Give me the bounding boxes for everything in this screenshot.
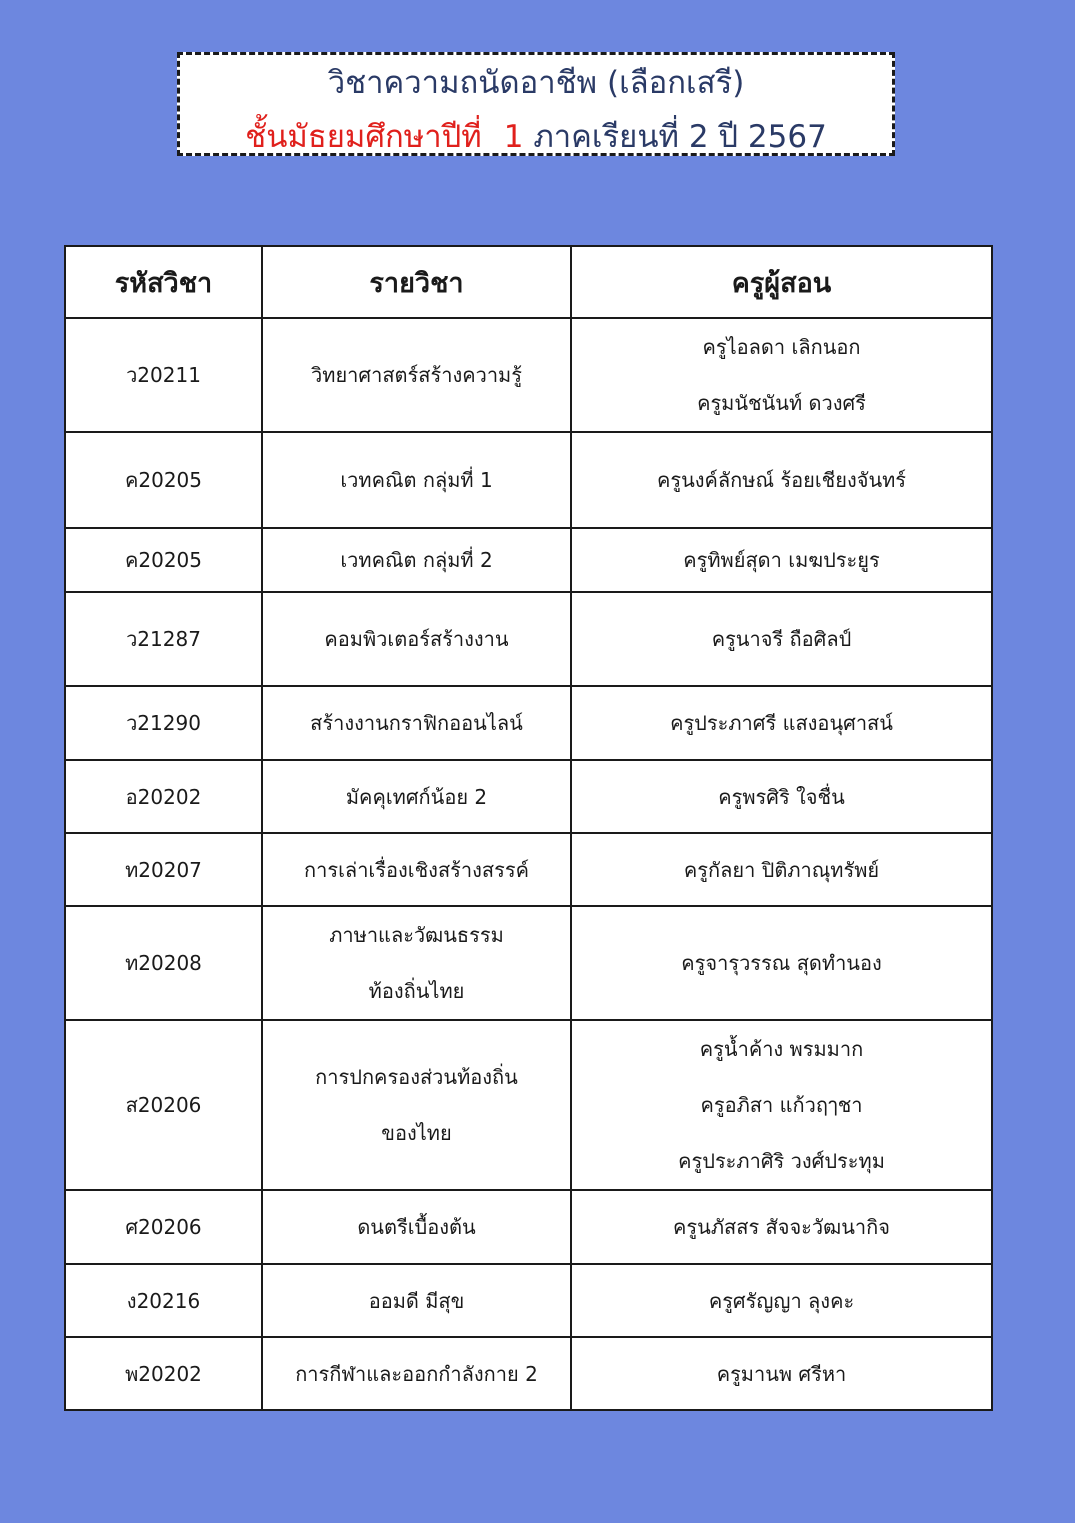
course-code: ท20208 [65,906,262,1020]
course-name [262,906,571,1020]
table-header-row [65,246,992,318]
table-body [65,318,992,1410]
course-name-line: ของไทย [381,1121,452,1145]
teacher-name: ครูอภิสา แก้วฤๅชา [700,1093,863,1117]
course-code: อ20202 [65,760,262,833]
teacher-name: ครูนงค์ลักษณ์ ร้อยเชียงจันทร์ [656,468,907,492]
course-name [262,760,571,833]
teacher-name: ครูมนัชนันท์ ดวงศรี [697,391,866,415]
course-name [262,432,571,528]
course-name-line: วิทยาศาสตร์สร้างความรู้ [311,363,522,387]
table-row [65,592,992,686]
table-row [65,432,992,528]
course-name-line: ภาษาและวัฒนธรรม [329,923,504,947]
course-teachers [571,833,992,906]
course-code: ว21287 [65,592,262,686]
course-name-line: มัคคุเทศก์น้อย 2 [345,784,488,809]
course-table [64,245,993,1411]
teacher-name: ครูมานพ ศรีหา [716,1361,847,1386]
course-code: ค20205 [65,528,262,592]
table-row [65,1020,992,1190]
course-name [262,1337,571,1410]
course-teachers [571,1337,992,1410]
course-teachers [571,528,992,592]
course-code: ส20206 [65,1020,262,1190]
course-name-line: ดนตรีเบื้องต้น [357,1215,476,1239]
teacher-name: ครูนภัสสร สัจจะวัฒนากิจ [673,1215,890,1239]
table-row [65,1264,992,1337]
header-code: รหัสวิชา [65,246,262,318]
teacher-name: ครูไอลดา เลิกนอก [702,335,861,359]
course-teachers [571,686,992,760]
table-row [65,318,992,432]
header-name: รายวิชา [262,246,571,318]
course-teachers [571,1020,992,1190]
teacher-name: ครูประภาศรี แสงอนุศาสน์ [670,711,893,735]
course-code: ว20211 [65,318,262,432]
teacher-name: ครูพรศิริ ใจชื่น [718,784,845,809]
course-code: ค20205 [65,432,262,528]
course-teachers [571,1190,992,1264]
teacher-name: ครูประภาศิริ วงศ์ประทุม [678,1149,885,1173]
course-name [262,833,571,906]
course-name-line: ออมดี มีสุข [368,1288,465,1313]
course-teachers [571,1264,992,1337]
course-name-line: ท้องถิ่นไทย [368,979,465,1003]
table-row [65,1190,992,1264]
title-grade-term [180,117,892,157]
table-row [65,760,992,833]
teacher-name: ครูศรัญญา ลุงคะ [708,1288,855,1313]
teacher-name: ครูน้ำค้าง พรมมาก [699,1037,864,1061]
table-row [65,686,992,760]
teacher-name: ครูกัลยา ปิติภาณุทรัพย์ [683,857,880,882]
course-name [262,686,571,760]
title-term: ภาคเรียนที่ 2 ปี 2567 [533,119,827,155]
course-name [262,592,571,686]
title-grade-number: 1 [503,119,524,155]
course-code: พ20202 [65,1337,262,1410]
course-name-line: การกีฬาและออกกำลังกาย 2 [295,1361,538,1386]
course-name [262,1190,571,1264]
course-name [262,528,571,592]
title-box [177,52,895,156]
course-name [262,1020,571,1190]
course-teachers [571,592,992,686]
course-teachers [571,318,992,432]
table-row [65,906,992,1020]
title-subject: วิชาความถนัดอาชีพ (เลือกเสรี) [327,65,745,101]
course-name-line: เวทคณิต กลุ่มที่ 1 [340,468,493,492]
table-row [65,833,992,906]
course-name [262,1264,571,1337]
course-code: ศ20206 [65,1190,262,1264]
course-name-line: คอมพิวเตอร์สร้างงาน [324,627,509,651]
course-name [262,318,571,432]
course-name-line: สร้างงานกราฟิกออนไลน์ [310,711,523,735]
course-code: ว21290 [65,686,262,760]
teacher-name: ครูจารุวรรณ สุดทำนอง [681,951,882,975]
title-grade-label: ชั้นมัธยมศึกษาปีที่ [245,119,482,155]
table-row [65,1337,992,1410]
course-teachers [571,760,992,833]
course-teachers [571,906,992,1020]
course-name-line: เวทคณิต กลุ่มที่ 2 [340,548,493,572]
table-row [65,528,992,592]
header-teacher: ครูผู้สอน [571,246,992,318]
course-teachers [571,432,992,528]
course-name-line: การปกครองส่วนท้องถิ่น [315,1065,518,1089]
teacher-name: ครูทิพย์สุดา เมฆประยูร [683,548,880,572]
course-name-line: การเล่าเรื่องเชิงสร้างสรรค์ [304,857,529,882]
teacher-name: ครูนาจรี ถือศิลป์ [711,627,852,651]
course-code: ท20207 [65,833,262,906]
course-code: ง20216 [65,1264,262,1337]
